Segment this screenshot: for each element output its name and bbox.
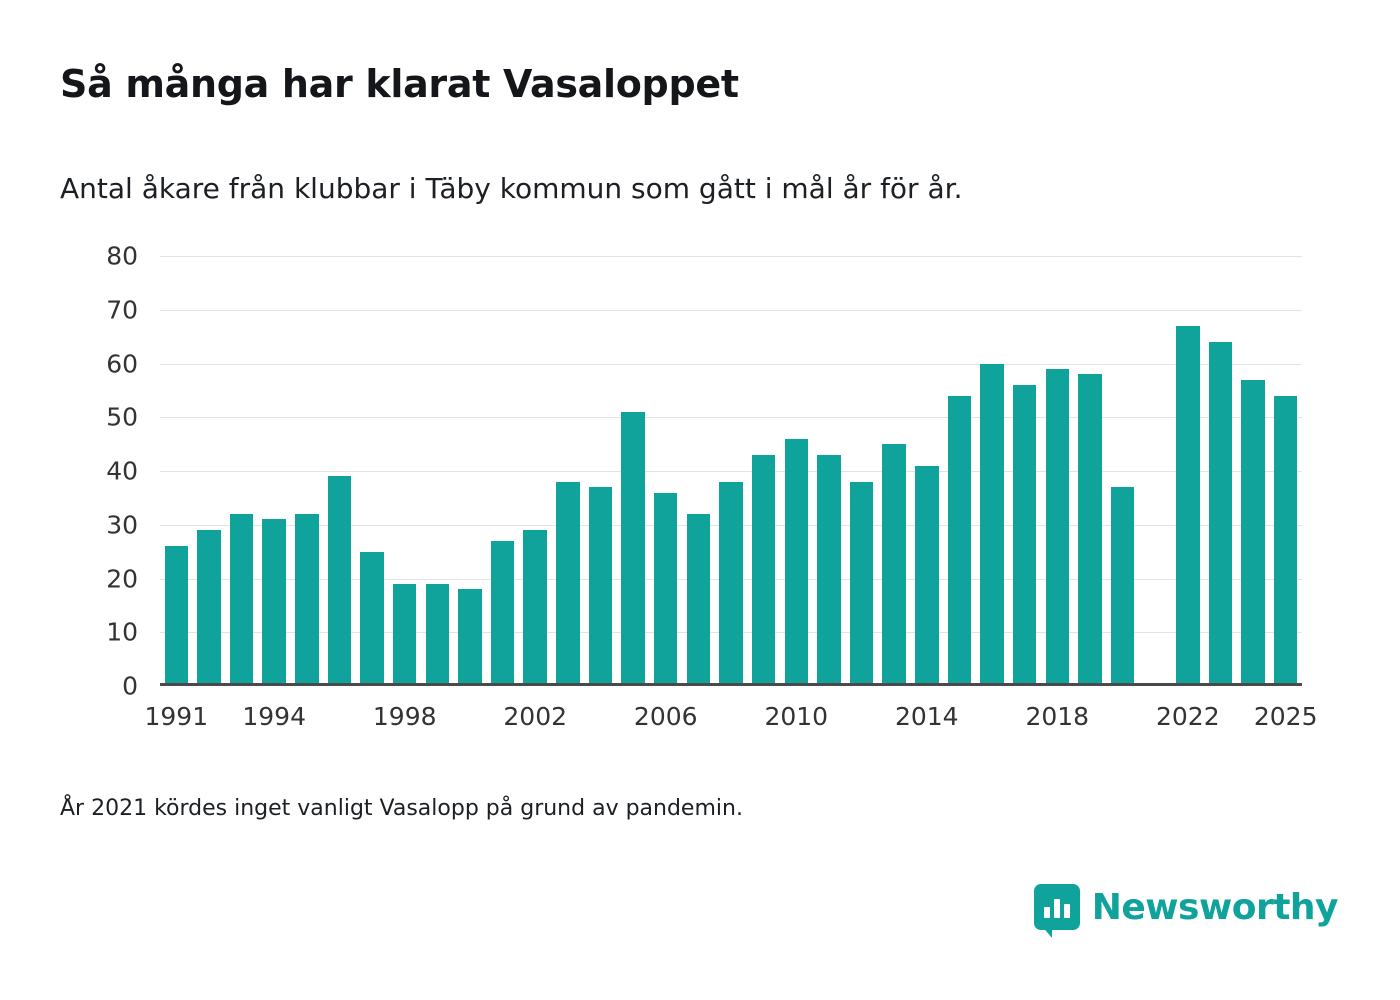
y-tick-label: 70 <box>106 295 138 325</box>
bar <box>1013 385 1036 686</box>
bar <box>915 466 938 686</box>
bar <box>491 541 514 686</box>
bar <box>785 439 808 686</box>
x-axis-labels <box>144 702 1318 742</box>
page-title: Så många har klarat Vasaloppet <box>60 62 739 106</box>
bar <box>1241 380 1264 686</box>
y-tick-label: 0 <box>122 671 138 701</box>
bar <box>1111 487 1134 686</box>
page-subtitle: Antal åkare från klubbar i Täby kommun som gått i mål år för år. <box>60 172 963 205</box>
x-tick-label: 2018 <box>1025 702 1090 731</box>
bar <box>752 455 775 686</box>
bar <box>556 482 579 686</box>
y-tick-label: 20 <box>106 564 138 593</box>
bar <box>817 455 840 686</box>
bar <box>850 482 873 686</box>
bar-chart <box>60 240 1318 740</box>
y-tick-label: 50 <box>106 402 138 432</box>
bar <box>393 584 416 686</box>
y-tick-label: 60 <box>106 349 138 378</box>
gridline <box>160 686 1302 687</box>
bar <box>948 396 971 686</box>
bar <box>523 530 546 686</box>
bar <box>197 530 220 686</box>
bar <box>262 519 285 686</box>
bar <box>1274 396 1297 686</box>
y-tick-label: 30 <box>106 510 138 540</box>
bar <box>328 476 351 686</box>
bar <box>1209 342 1232 686</box>
x-tick-label: 2014 <box>894 702 959 731</box>
brand-logo <box>1034 884 1338 930</box>
bar <box>687 514 710 686</box>
x-tick-label: 2002 <box>503 702 568 731</box>
bar <box>360 552 383 686</box>
bar-series <box>160 256 1302 686</box>
bar <box>1046 369 1069 686</box>
plot-area <box>106 241 1302 701</box>
y-tick-label: 10 <box>106 617 138 647</box>
y-tick-label: 80 <box>106 241 138 271</box>
y-tick-label: 40 <box>106 456 138 486</box>
bar <box>621 412 644 686</box>
bar <box>295 514 318 686</box>
x-tick-label: 2025 <box>1253 702 1318 731</box>
bar <box>1078 374 1101 686</box>
bar <box>654 493 677 687</box>
x-tick-label: 2010 <box>764 702 829 731</box>
x-tick-label: 1994 <box>242 702 306 731</box>
x-axis-line <box>160 683 1302 686</box>
bar <box>719 482 742 686</box>
brand-name: Newsworthy <box>1091 886 1338 928</box>
bar <box>980 364 1003 687</box>
x-tick-label: 1998 <box>372 702 437 731</box>
bar <box>230 514 253 686</box>
bar <box>589 487 612 686</box>
bar <box>882 444 905 686</box>
bar <box>426 584 449 686</box>
bar <box>458 589 481 686</box>
chart-footnote: År 2021 kördes inget vanligt Vasalopp på grund av pandemin. <box>60 796 743 821</box>
x-tick-label: 2022 <box>1155 702 1220 731</box>
bar <box>1176 326 1199 686</box>
x-tick-label: 1991 <box>144 702 209 731</box>
bar <box>165 546 188 686</box>
newsworthy-chart-icon <box>1034 884 1080 930</box>
x-tick-label: 2006 <box>633 702 698 731</box>
